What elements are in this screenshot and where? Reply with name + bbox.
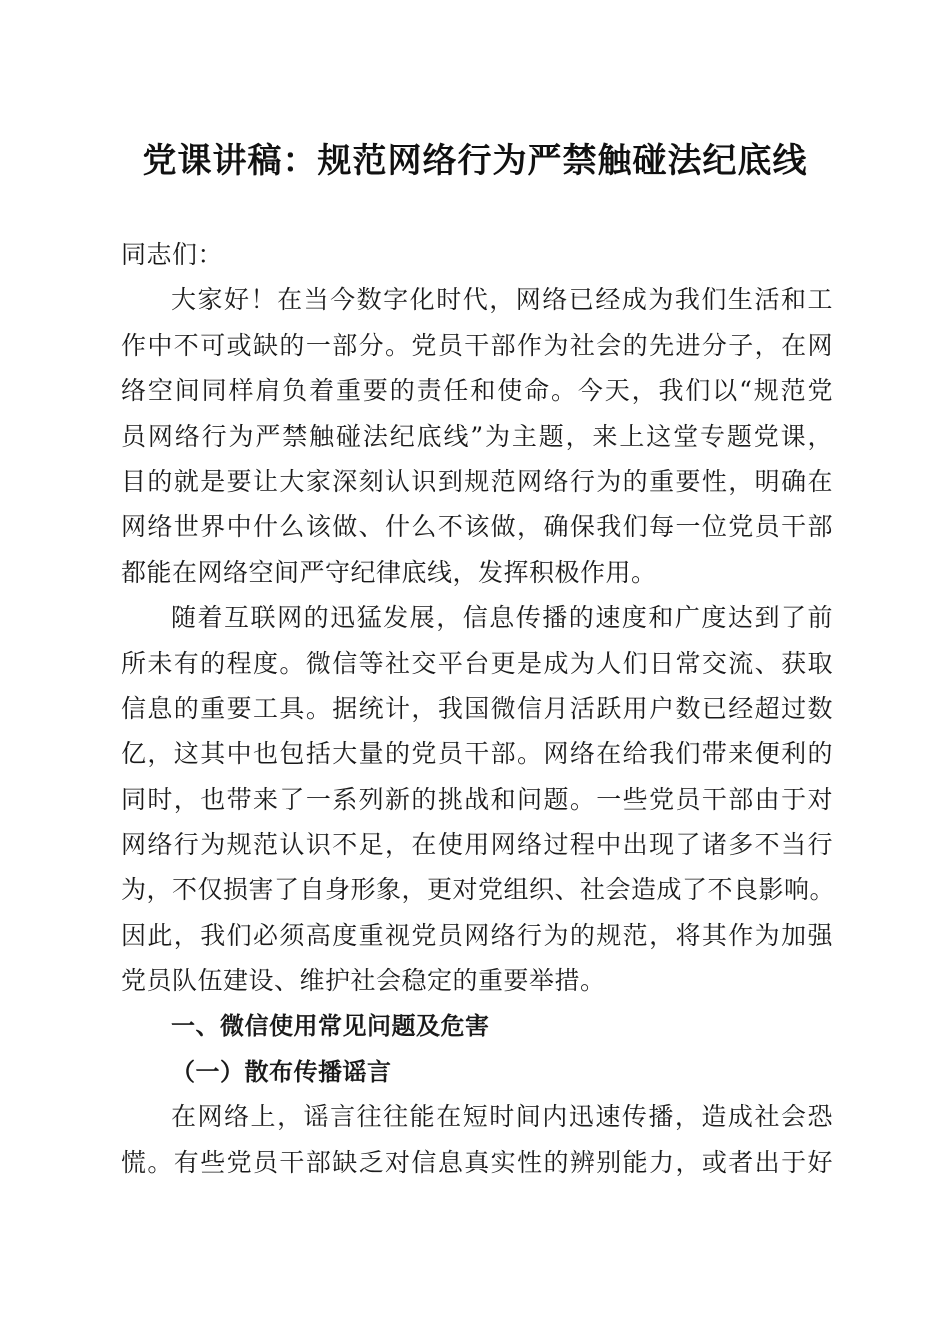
paragraph-line: 网络行为规范认识不足，在使用网络过程中出现了诸多不当行 — [121, 830, 833, 860]
section-heading-2: （一）散布传播谣言 — [171, 1057, 392, 1087]
paragraph-line: 络空间同样肩负着重要的责任和使命。今天，我们以“规范党 — [121, 376, 833, 406]
paragraph-line: 慌。有些党员干部缺乏对信息真实性的辨别能力，或者出于好 — [121, 1147, 833, 1177]
salutation: 同志们： — [121, 240, 224, 269]
document-body — [121, 232, 836, 1185]
paragraph-line: 党员队伍建设、维护社会稳定的重要举措。 — [121, 966, 606, 996]
paragraph-line: 员网络行为严禁触碰法纪底线”为主题，来上这堂专题党课， — [121, 421, 833, 451]
paragraph-line: 都能在网络空间严守纪律底线，发挥积极作用。 — [121, 557, 657, 587]
paragraph-line: 所未有的程度。微信等社交平台更是成为人们日常交流、获取 — [121, 648, 833, 678]
paragraph-line: 为，不仅损害了自身形象，更对党组织、社会造成了不良影响。 — [121, 875, 836, 905]
paragraph-line: 因此，我们必须高度重视党员网络行为的规范，将其作为加强 — [121, 920, 833, 950]
page-title: 党课讲稿：规范网络行为严禁触碰法纪底线 — [142, 141, 808, 181]
paragraph-line: 网络世界中什么该做、什么不该做，确保我们每一位党员干部 — [121, 512, 833, 542]
paragraph-line: 在网络上，谣言往往能在短时间内迅速传播，造成社会恐 — [171, 1102, 833, 1132]
paragraph-line: 大家好！在当今数字化时代，网络已经成为我们生活和工 — [171, 285, 833, 315]
paragraph-line: 目的就是要让大家深刻认识到规范网络行为的重要性，明确在 — [121, 466, 833, 496]
paragraph-line: 随着互联网的迅猛发展，信息传播的速度和广度达到了前 — [171, 603, 833, 633]
paragraph-line: 同时，也带来了一系列新的挑战和问题。一些党员干部由于对 — [121, 784, 833, 814]
paragraph-line: 作中不可或缺的一部分。党员干部作为社会的先进分子，在网 — [121, 330, 833, 360]
section-heading-1: 一、微信使用常见问题及危害 — [171, 1011, 490, 1040]
paragraph-line: 信息的重要工具。据统计，我国微信月活跃用户数已经超过数 — [121, 693, 833, 723]
paragraph-line: 亿，这其中也包括大量的党员干部。网络在给我们带来便利的 — [121, 739, 833, 769]
